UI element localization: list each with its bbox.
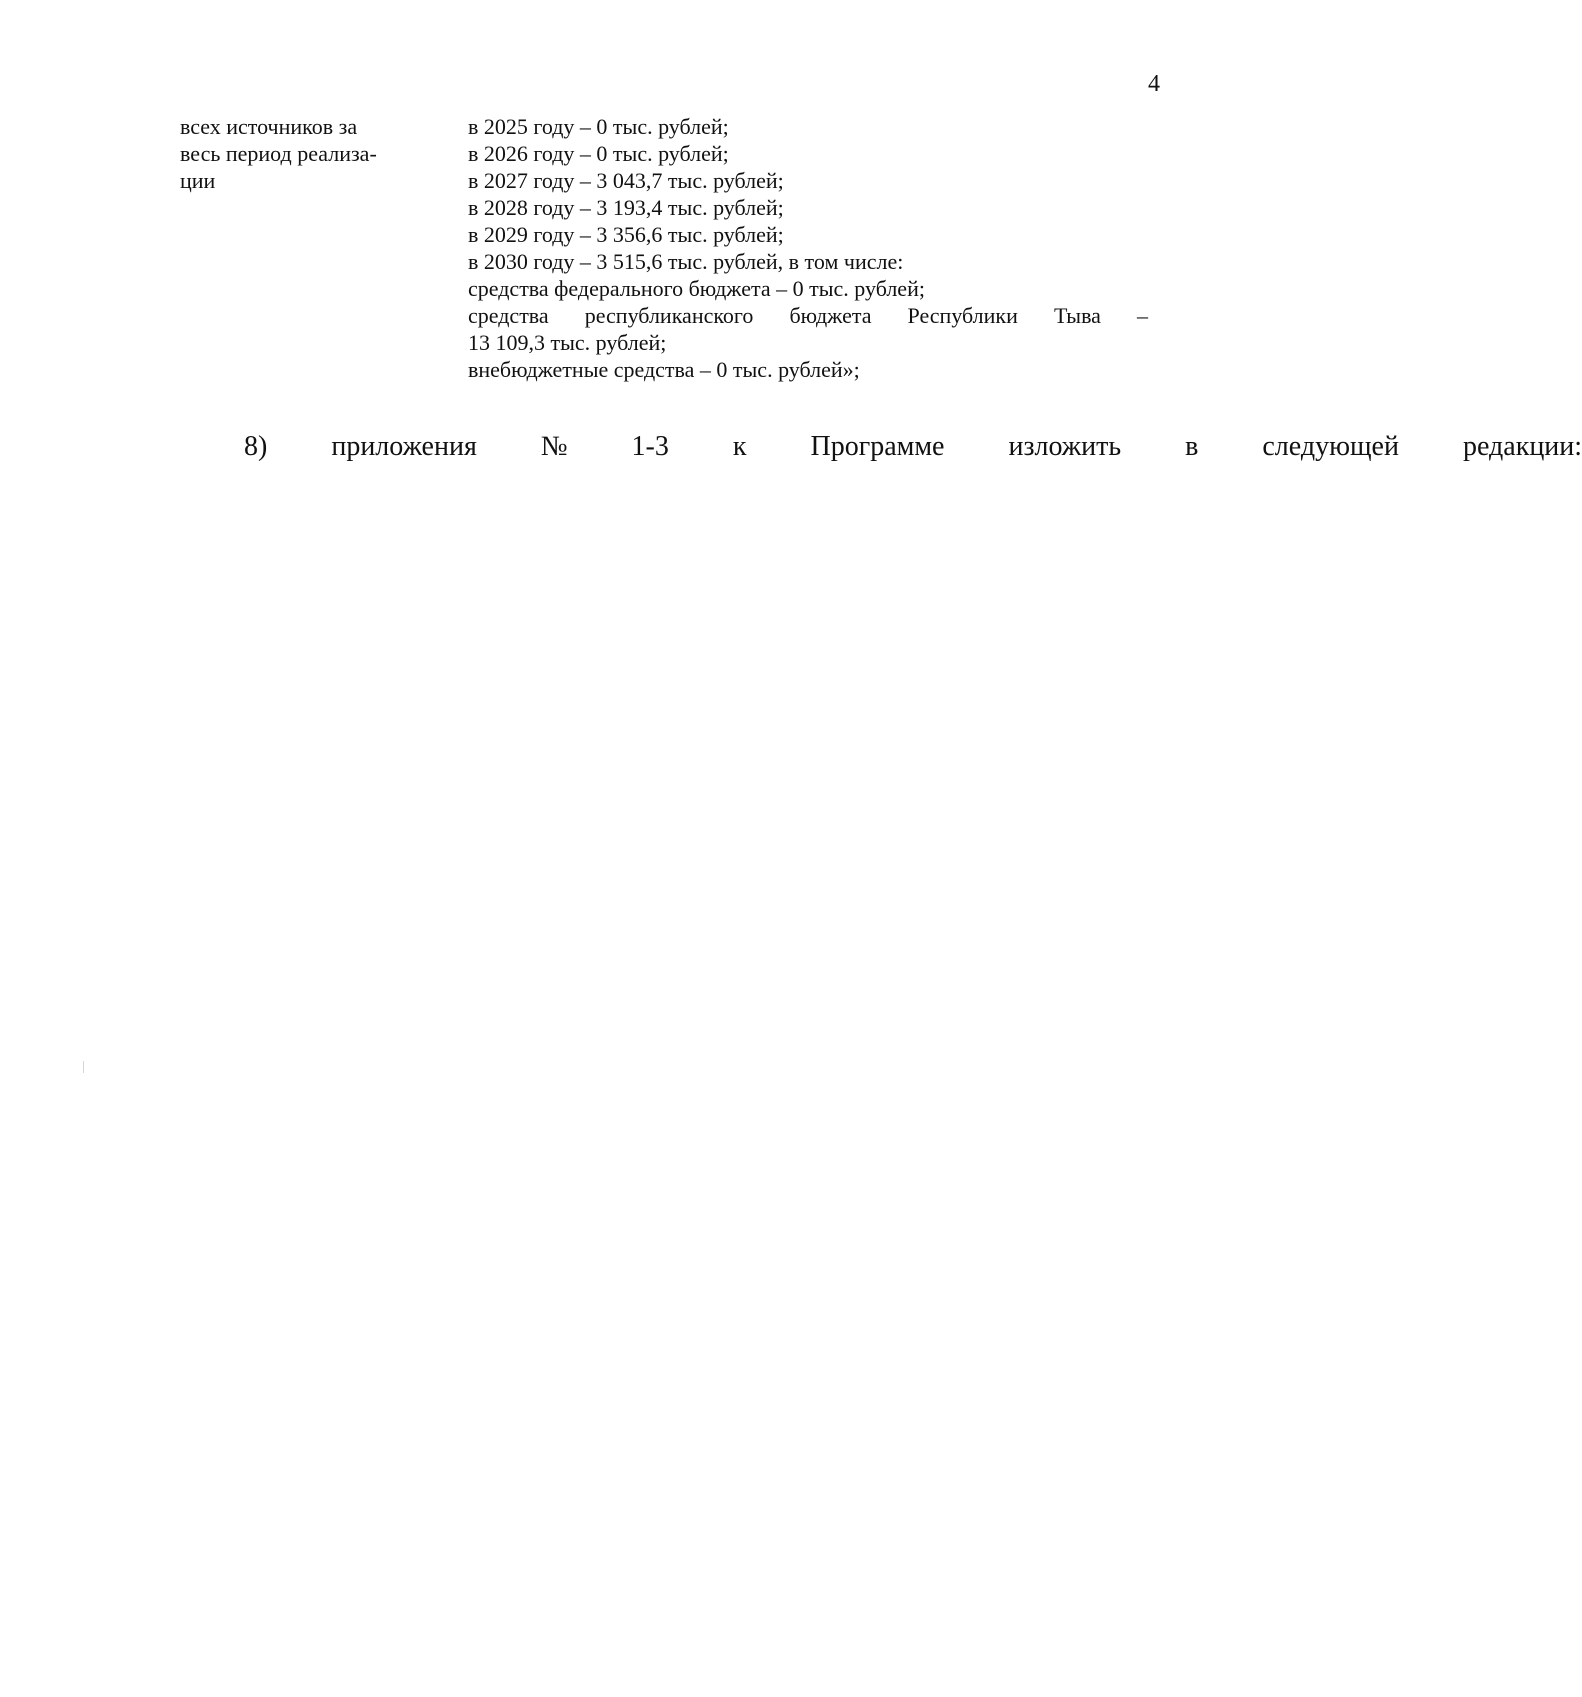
word: республиканского bbox=[584, 303, 754, 328]
funding-line-2028: в 2028 году – 3 193,4 тыс. рублей; bbox=[468, 195, 784, 220]
passport-row-value bbox=[468, 113, 1148, 383]
word: приложения bbox=[331, 431, 477, 462]
label-line: ции bbox=[180, 168, 216, 193]
funding-line-2025: в 2025 году – 0 тыс. рублей; bbox=[468, 114, 729, 139]
word: 8) bbox=[244, 431, 268, 462]
funding-line-2026: в 2026 году – 0 тыс. рублей; bbox=[468, 141, 729, 166]
label-line: весь период реализа- bbox=[180, 141, 377, 166]
word: средства bbox=[468, 303, 549, 328]
word: Программе bbox=[810, 431, 945, 462]
republican-budget-amount: 13 109,3 тыс. рублей; bbox=[468, 330, 667, 355]
word: № bbox=[540, 431, 568, 462]
page-number: 4 bbox=[1148, 71, 1160, 97]
word: Республики bbox=[907, 303, 1018, 328]
word: бюджета bbox=[789, 303, 872, 328]
word: в bbox=[1185, 431, 1199, 462]
label-line: всех источников за bbox=[180, 114, 358, 139]
word: следующей bbox=[1262, 431, 1399, 462]
extrabudgetary-line: внебюджетные средства – 0 тыс. рублей»; bbox=[468, 357, 860, 382]
funding-line-2027: в 2027 году – 3 043,7 тыс. рублей; bbox=[468, 168, 784, 193]
amendment-paragraph bbox=[180, 430, 1582, 464]
word: 1-3 bbox=[631, 431, 669, 462]
republican-budget-line bbox=[468, 302, 1148, 329]
word: изложить bbox=[1008, 431, 1122, 462]
scan-artifact bbox=[83, 1061, 84, 1073]
word: Тыва bbox=[1053, 303, 1101, 328]
word: редакции: bbox=[1462, 431, 1582, 462]
federal-budget-line: средства федерального бюджета – 0 тыс. рублей; bbox=[468, 276, 925, 301]
passport-row-label bbox=[180, 113, 468, 383]
funding-line-2030: в 2030 году – 3 515,6 тыс. рублей, в том числе: bbox=[468, 249, 904, 274]
word: к bbox=[732, 431, 747, 462]
funding-line-2029: в 2029 году – 3 356,6 тыс. рублей; bbox=[468, 222, 784, 247]
word: – bbox=[1137, 303, 1148, 328]
passport-table-row bbox=[180, 113, 1148, 383]
